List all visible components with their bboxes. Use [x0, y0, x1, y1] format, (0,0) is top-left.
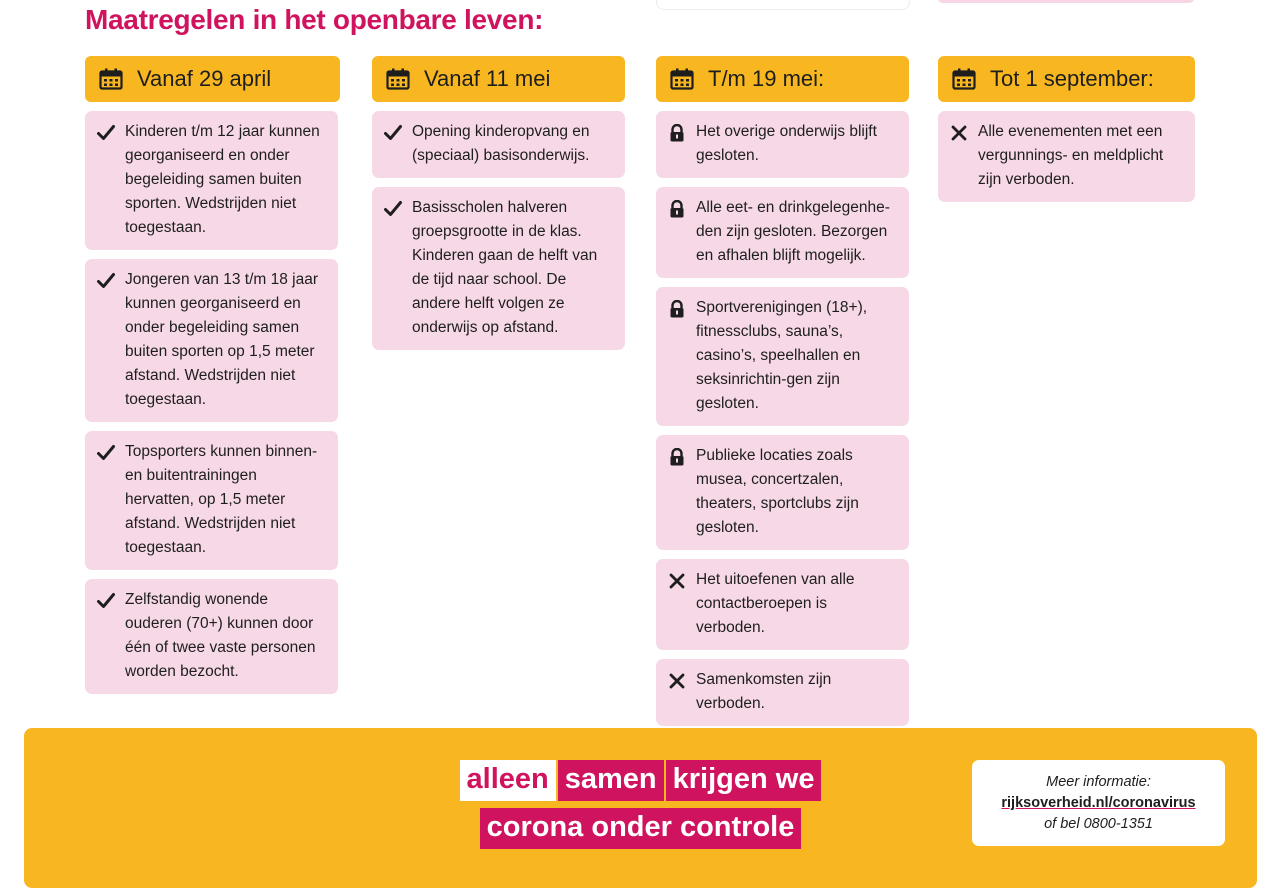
column-header-label: Vanaf 29 april: [137, 66, 272, 91]
measure-text: Sportverenigingen (18+), fitnessclubs, sauna’s, casino’s, speelhallen en seksinrichtin-gen zijn gesloten.: [696, 299, 868, 412]
footer-banner: [24, 728, 1257, 888]
column-header-label: Tot 1 september:: [990, 66, 1154, 91]
previous-card-stub: [938, 0, 1194, 3]
cross-icon: [668, 572, 686, 590]
page-title: Maatregelen in het openbare leven:: [85, 4, 544, 35]
measure-card: [938, 111, 1195, 202]
column-header: [85, 56, 340, 102]
measure-card: [372, 187, 625, 350]
calendar-icon: [952, 68, 976, 90]
measure-card: [656, 559, 909, 650]
column-vanaf-29-april: [85, 56, 340, 694]
info-box: [972, 760, 1225, 846]
measure-text: Samenkomsten zijn verboden.: [696, 671, 832, 712]
column-header-label: T/m 19 mei:: [708, 66, 825, 91]
slogan-word: alleen: [460, 760, 556, 801]
measure-card: [85, 431, 338, 570]
lock-icon: [668, 448, 686, 466]
measure-card: [85, 259, 338, 422]
check-icon: [97, 272, 115, 290]
measure-text: Publieke locaties zoals musea, concertzalen, theaters, sportclubs zijn gesloten.: [696, 447, 859, 536]
measure-card: [656, 187, 909, 278]
calendar-icon: [99, 68, 123, 90]
measure-card: [656, 111, 909, 178]
slogan-word: samen: [558, 760, 664, 801]
measure-text: Het uitoefenen van alle contactberoepen is verboden.: [696, 571, 855, 636]
lock-icon: [668, 300, 686, 318]
measure-text: Basisscholen halveren groepsgrootte in de klas. Kinderen gaan de helft van de tijd naar school. De andere helft volgen ze onderwijs op afstand.: [412, 199, 598, 336]
lock-icon: [668, 200, 686, 218]
column-tm-19-mei: [656, 56, 909, 726]
measure-card: [656, 435, 909, 550]
check-icon: [384, 124, 402, 142]
check-icon: [97, 124, 115, 142]
calendar-icon: [386, 68, 410, 90]
slogan-word: corona onder controle: [480, 808, 802, 849]
check-icon: [97, 592, 115, 610]
info-link[interactable]: rijksoverheid.nl/coronavirus: [1001, 795, 1196, 811]
measure-text: Jongeren van 13 t/m 18 jaar kunnen georganiseerd en onder begeleiding samen buiten sporten op 1,5 meter afstand. Wedstrijden niet toegestaan.: [125, 271, 319, 408]
measure-text: Kinderen t/m 12 jaar kunnen georganiseerd en onder begeleiding samen buiten sporten. Wedstrijden niet toegestaan.: [125, 123, 320, 236]
cross-icon: [950, 124, 968, 142]
measure-text: Het overige onderwijs blijft gesloten.: [696, 123, 877, 164]
column-vanaf-11-mei: [372, 56, 625, 350]
measure-card: [85, 111, 338, 250]
cross-icon: [668, 672, 686, 690]
lock-icon: [668, 124, 686, 142]
info-label: Meer informatie:: [1046, 774, 1151, 790]
measure-text: Alle evenementen met een vergunnings- en meldplicht zijn verboden.: [978, 123, 1164, 188]
measure-card: [372, 111, 625, 178]
measure-text: Zelfstandig wonende ouderen (70+) kunnen door één of twee vaste personen worden bezocht.: [125, 591, 316, 680]
measure-text: Alle eet- en drinkgelegenhe-den zijn gesloten. Bezorgen en afhalen blijft mogelijk.: [696, 199, 890, 264]
column-header: [938, 56, 1195, 102]
calendar-icon: [670, 68, 694, 90]
measure-text: Opening kinderopvang en (speciaal) basisonderwijs.: [412, 123, 590, 164]
check-icon: [384, 200, 402, 218]
check-icon: [97, 444, 115, 462]
previous-card-stub: [656, 0, 910, 10]
measure-text: Topsporters kunnen binnen- en buitentrainingen hervatten, op 1,5 meter afstand. Wedstrijden niet toegestaan.: [125, 443, 318, 556]
column-header: [656, 56, 909, 102]
slogan-word: krijgen we: [666, 760, 822, 801]
measure-card: [85, 579, 338, 694]
column-tot-1-september: [938, 56, 1195, 202]
measure-card: [656, 287, 909, 426]
info-phone: of bel 0800-1351: [1044, 816, 1153, 832]
measure-card: [656, 659, 909, 726]
column-header: [372, 56, 625, 102]
column-header-label: Vanaf 11 mei: [424, 66, 551, 91]
